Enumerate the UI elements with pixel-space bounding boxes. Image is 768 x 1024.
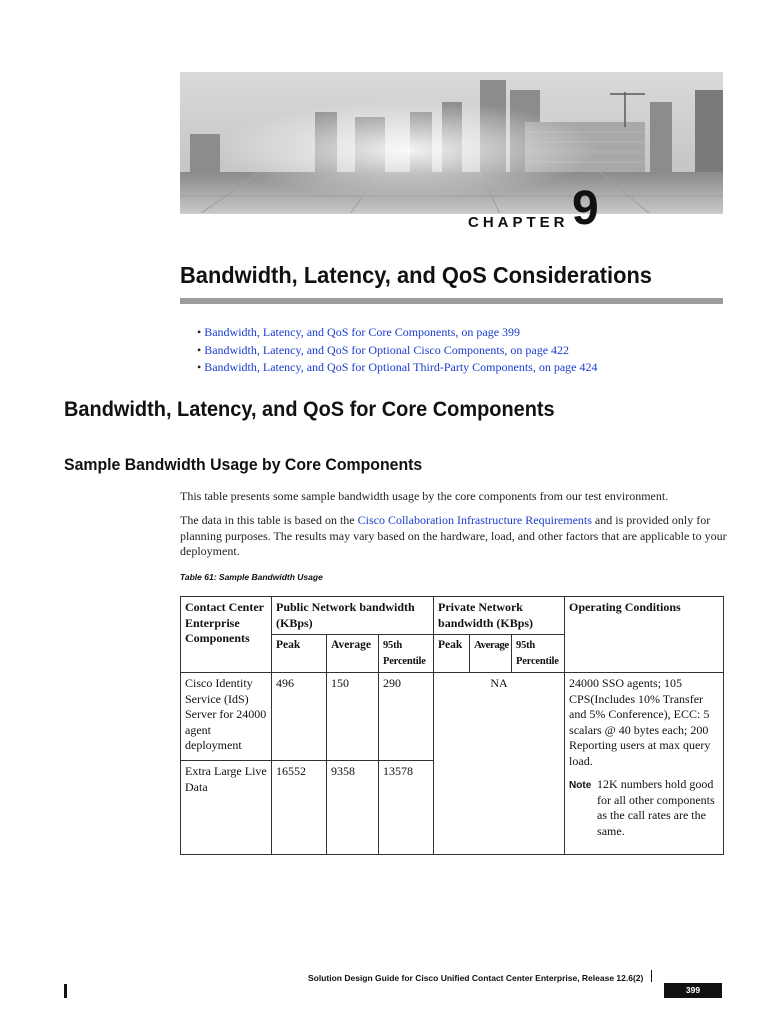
para-text: and is provided only for planning purposes. The results may vary based on the hardware, load, and other factors that are applicable to your deployment. bbox=[180, 513, 727, 558]
bullet: • bbox=[197, 342, 202, 357]
toc-link-third-party[interactable] bbox=[197, 359, 597, 377]
header-public-bandwidth: Public Network bandwidth (KBps) bbox=[272, 597, 434, 635]
footer-tick bbox=[651, 970, 652, 982]
chapter-divider bbox=[180, 213, 723, 214]
subsection-heading: Sample Bandwidth Usage by Core Components bbox=[64, 456, 423, 474]
page-number: 399 bbox=[664, 983, 722, 998]
footer-guide-title: Solution Design Guide for Cisco Unified Contact Center Enterprise, Release 12.6(2) bbox=[308, 973, 644, 983]
cell-95th: 13578 bbox=[379, 761, 434, 855]
table-caption: Table 61: Sample Bandwidth Usage bbox=[180, 572, 323, 582]
header-private-average: Average bbox=[470, 635, 512, 673]
cell-private-na: NA bbox=[434, 673, 565, 855]
table-row bbox=[181, 673, 724, 761]
title-rule bbox=[180, 298, 723, 304]
bullet: • bbox=[197, 360, 202, 374]
header-public-average: Average bbox=[327, 635, 379, 673]
cell-95th: 290 bbox=[379, 673, 434, 761]
chapter-toc bbox=[197, 324, 597, 377]
conditions-text: 24000 SSO agents; 105 CPS(Includes 10% Transfer and 5% Conference), ECC: 5 scalars @ 40 bytes each; 200 Reporting users at max query load. bbox=[569, 676, 711, 768]
toc-link-text[interactable]: Bandwidth, Latency, and QoS for Core Components, on page 399 bbox=[204, 325, 521, 339]
header-component: Contact Center Enterprise Components bbox=[181, 597, 272, 673]
left-margin-bar bbox=[64, 984, 67, 998]
chapter-number: 9 bbox=[572, 182, 599, 235]
infrastructure-requirements-link[interactable]: Cisco Collaboration Infrastructure Requirements bbox=[357, 513, 592, 527]
toc-link-optional-cisco[interactable] bbox=[197, 342, 597, 360]
section-heading: Bandwidth, Latency, and QoS for Core Components bbox=[64, 398, 555, 421]
note bbox=[569, 777, 719, 839]
bullet: • bbox=[197, 325, 202, 339]
bandwidth-table bbox=[180, 596, 724, 855]
header-private-95th: 95th Percentile bbox=[512, 635, 565, 673]
toc-link-text[interactable]: Bandwidth, Latency, and QoS for Optional Cisco Components, on page 422 bbox=[204, 342, 570, 357]
cell-operating-conditions bbox=[565, 673, 724, 855]
cell-peak: 496 bbox=[272, 673, 327, 761]
header-private-bandwidth: Private Network bandwidth (KBps) bbox=[434, 597, 565, 635]
toc-link-core[interactable] bbox=[197, 324, 597, 342]
cell-component: Extra Large Live Data bbox=[181, 761, 272, 855]
chapter-title: Bandwidth, Latency, and QoS Considerations bbox=[180, 262, 652, 288]
note-label: Note bbox=[569, 780, 592, 791]
cell-average: 150 bbox=[327, 673, 379, 761]
header-private-peak: Peak bbox=[434, 635, 470, 673]
table-header-row bbox=[181, 597, 724, 635]
toc-link-text[interactable]: Bandwidth, Latency, and QoS for Optional Third-Party Components, on page 424 bbox=[204, 360, 598, 374]
cell-peak: 16552 bbox=[272, 761, 327, 855]
header-public-95th: 95th Percentile bbox=[379, 635, 434, 673]
cell-average: 9358 bbox=[327, 761, 379, 855]
data-source-paragraph bbox=[180, 513, 728, 560]
chapter-banner-image bbox=[180, 72, 723, 214]
intro-paragraph: This table presents some sample bandwidth usage by the core components from our test environment. bbox=[180, 489, 669, 503]
note-text: 12K numbers hold good for all other components as the call rates are the same. bbox=[597, 777, 715, 838]
cell-component: Cisco Identity Service (IdS) Server for 24000 agent deployment bbox=[181, 673, 272, 761]
para-text: The data in this table is based on the bbox=[180, 513, 358, 527]
header-public-peak: Peak bbox=[272, 635, 327, 673]
chapter-label: CHAPTER bbox=[468, 214, 569, 231]
header-operating-conditions: Operating Conditions bbox=[565, 597, 724, 673]
